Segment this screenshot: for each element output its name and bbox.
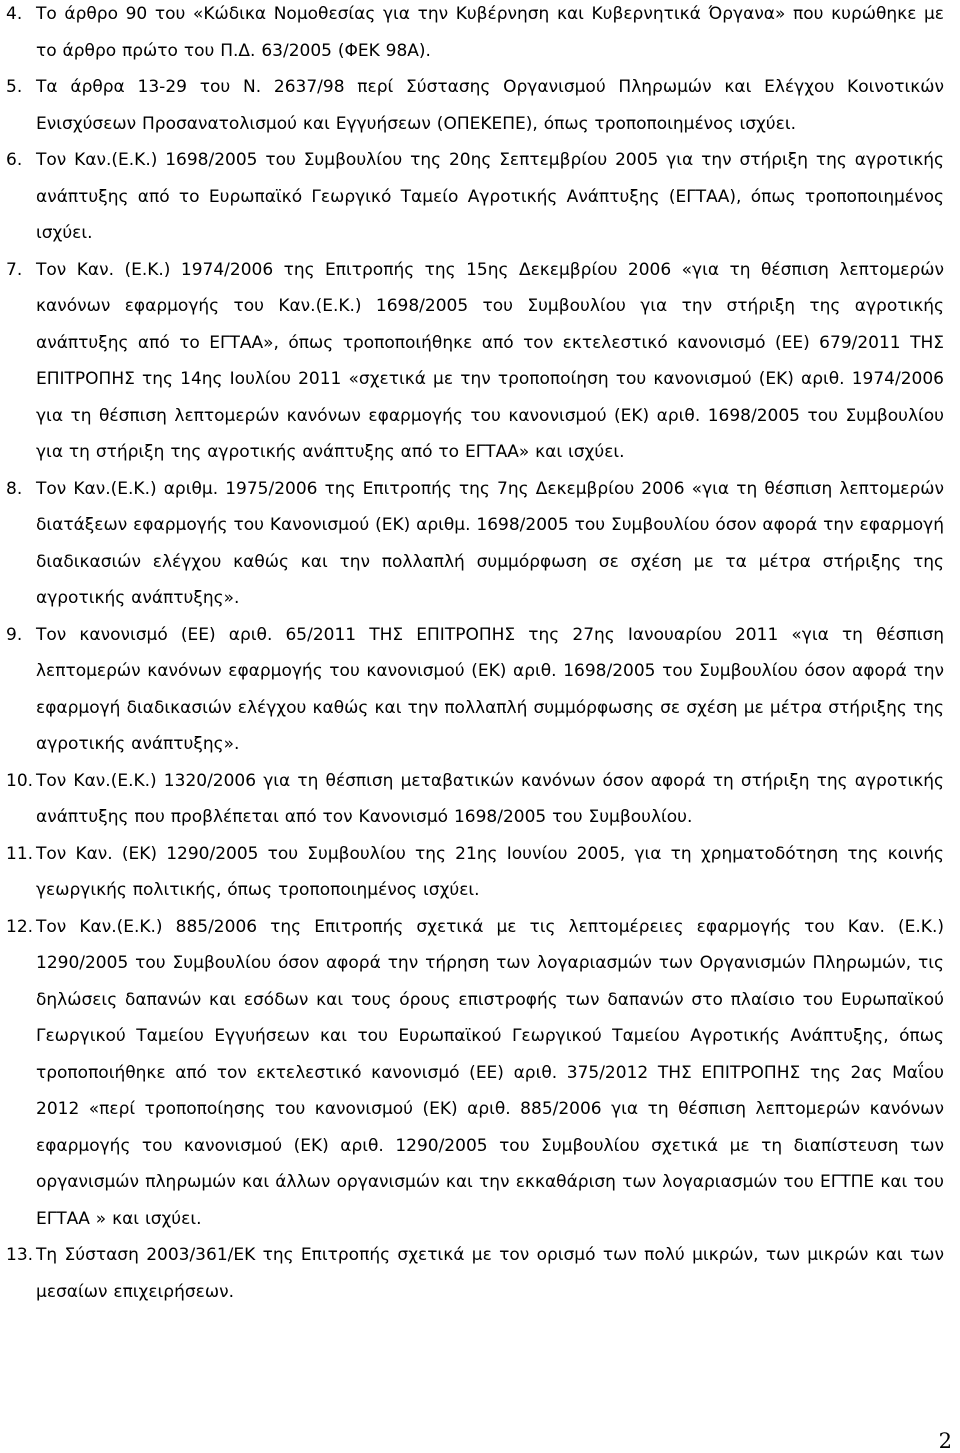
item-text: Τη Σύσταση 2003/361/ΕΚ της Επιτροπής σχετικά με τον ορισμό των πολύ μικρών, των μικρών και των μεσαίων επιχειρήσεων. (36, 1245, 944, 1302)
list-item (6, 0, 944, 69)
item-text: Τον Καν.(Ε.Κ.) 1698/2005 του Συμβουλίου της 20ης Σεπτεμβρίου 2005 για την στήριξη της αγροτικής ανάπτυξης από το Ευρωπαϊκό Γεωργικό Ταμείο Αγροτικής Ανάπτυξης (ΕΓΤΑΑ), όπως τροποποιημένος ισχύει. (36, 150, 944, 243)
item-number: 11. (6, 843, 34, 864)
list-item (6, 471, 944, 617)
item-number: 7. (6, 259, 23, 280)
item-text: Τα άρθρα 13-29 του Ν. 2637/98 περί Σύστασης Οργανισμού Πληρωμών και Ελέγχου Κοινοτικών Ενισχύσεων Προσανατολισμού και Εγγυήσεων (ΟΠΕΚΕΠΕ), όπως τροποποιημένος ισχύει. (36, 77, 944, 134)
item-text: Τον Καν.(Ε.Κ.) 885/2006 της Επιτροπής σχετικά με τις λεπτομέρειες εφαρμογής του Καν. (Ε.Κ.) 1290/2005 του Συμβουλίου όσον αφορά την τήρηση των λογαριασμών των Οργανισμών Πληρωμών, τις δηλώσεις δαπανών και εσόδων και τους όρους επιστροφής των δαπανών στο πλαίσιο του Ευρωπαϊκού Γεωργικού Ταμείου Εγγυήσεων και του Ευρωπαϊκού Γεωργικού Ταμείου Αγροτικής Ανάπτυξης, όπως τροποποιήθηκε από τον εκτελεστικό κανονισμό (ΕΕ) αριθ. 375/2012 ΤΗΣ ΕΠΙΤΡΟΠΗΣ της 2ας Μαΐου 2012 «περί τροποποίησης του κανονισμού (ΕΚ) αριθ. 885/2006 για τη θέσπιση λεπτομερών κανόνων εφαρμογής του κανονισμού (ΕΚ) αριθ. 1290/2005 του Συμβουλίου σχετικά με τη διαπίστευση των οργανισμών πληρωμών και άλλων οργανισμών και την εκκαθάριση των λογαριασμών του ΕΓΤΠΕ και του ΕΓΤΑΑ » και ισχύει. (36, 916, 944, 1229)
list-item (6, 252, 944, 471)
item-number: 4. (6, 4, 23, 24)
item-number: 5. (6, 77, 23, 97)
list-item (6, 69, 944, 142)
list-item (6, 617, 944, 763)
item-text: Τον κανονισμό (ΕΕ) αριθ. 65/2011 ΤΗΣ ΕΠΙΤΡΟΠΗΣ της 27ης Ιανουαρίου 2011 «για τη θέσπιση λεπτομερών κανόνων εφαρμογής του κανονισμού (ΕΚ) αριθ. 1698/2005 του Συμβουλίου όσον αφορά την εφαρμογή διαδικασιών ελέγχου καθώς και την πολλαπλή συμμόρφωσης σε σχέση με μέτρα στήριξης της αγροτικής ανάπτυξης». (36, 624, 944, 754)
list-item (6, 763, 944, 836)
item-number: 8. (6, 478, 23, 499)
item-number: 13. (6, 1245, 34, 1265)
list-item (6, 142, 944, 252)
list-item (6, 909, 944, 1238)
item-text: Τον Καν. (Ε.Κ.) 1974/2006 της Επιτροπής της 15ης Δεκεμβρίου 2006 «για τη θέσπιση λεπτομερών κανόνων εφαρμογής του Καν.(Ε.Κ.) 1698/2005 του Συμβουλίου για την στήριξη της αγροτικής ανάπτυξης από το ΕΓΤΑΑ», όπως τροποποιήθηκε από τον εκτελεστικό κανονισμό (ΕΕ) 679/2011 ΤΗΣ ΕΠΙΤΡΟΠΗΣ της 14ης Ιουλίου 2011 «σχετικά με την τροποποίηση του κανονισμού (ΕΚ) αριθ. 1974/2006 για τη θέσπιση λεπτομερών κανόνων εφαρμογής του κανονισμού (ΕΚ) αριθ. 1698/2005 του Συμβουλίου για τη στήριξη της αγροτικής ανάπτυξης από το ΕΓΤΑΑ» και ισχύει. (36, 259, 944, 462)
list-item (6, 1237, 944, 1310)
item-text: Τον Καν.(Ε.Κ.) 1320/2006 για τη θέσπιση μεταβατικών κανόνων όσον αφορά τη στήριξη της αγροτικής ανάπτυξης που προβλέπεται από τον Κανονισμό 1698/2005 του Συμβουλίου. (36, 770, 944, 827)
item-number: 10. (6, 770, 34, 791)
item-number: 6. (6, 150, 23, 170)
item-text: Τον Καν.(Ε.Κ.) αριθμ. 1975/2006 της Επιτροπής της 7ης Δεκεμβρίου 2006 «για τη θέσπιση λεπτομερών διατάξεων εφαρμογής του Κανονισμού (ΕΚ) αριθμ. 1698/2005 του Συμβουλίου όσον αφορά την εφαρμογή διαδικασιών ελέγχου καθώς και την πολλαπλή συμμόρφωση σε σχέση με τα μέτρα στήριξης της αγροτικής ανάπτυξης». (36, 478, 944, 608)
list-item (6, 836, 944, 909)
legal-basis-list (6, 0, 944, 1310)
item-number: 12. (6, 916, 34, 937)
item-text: Τον Καν. (ΕΚ) 1290/2005 του Συμβουλίου της 21ης Ιουνίου 2005, για τη χρηματοδότηση της κοινής γεωργικής πολιτικής, όπως τροποποιημένος ισχύει. (36, 843, 944, 900)
item-text: Το άρθρο 90 του «Κώδικα Νομοθεσίας για την Κυβέρνηση και Κυβερνητικά Όργανα» που κυρώθηκε με το άρθρο πρώτο του Π.Δ. 63/2005 (ΦΕΚ 98Α). (36, 4, 944, 61)
page-number: 2 (938, 1429, 952, 1453)
item-number: 9. (6, 624, 23, 645)
